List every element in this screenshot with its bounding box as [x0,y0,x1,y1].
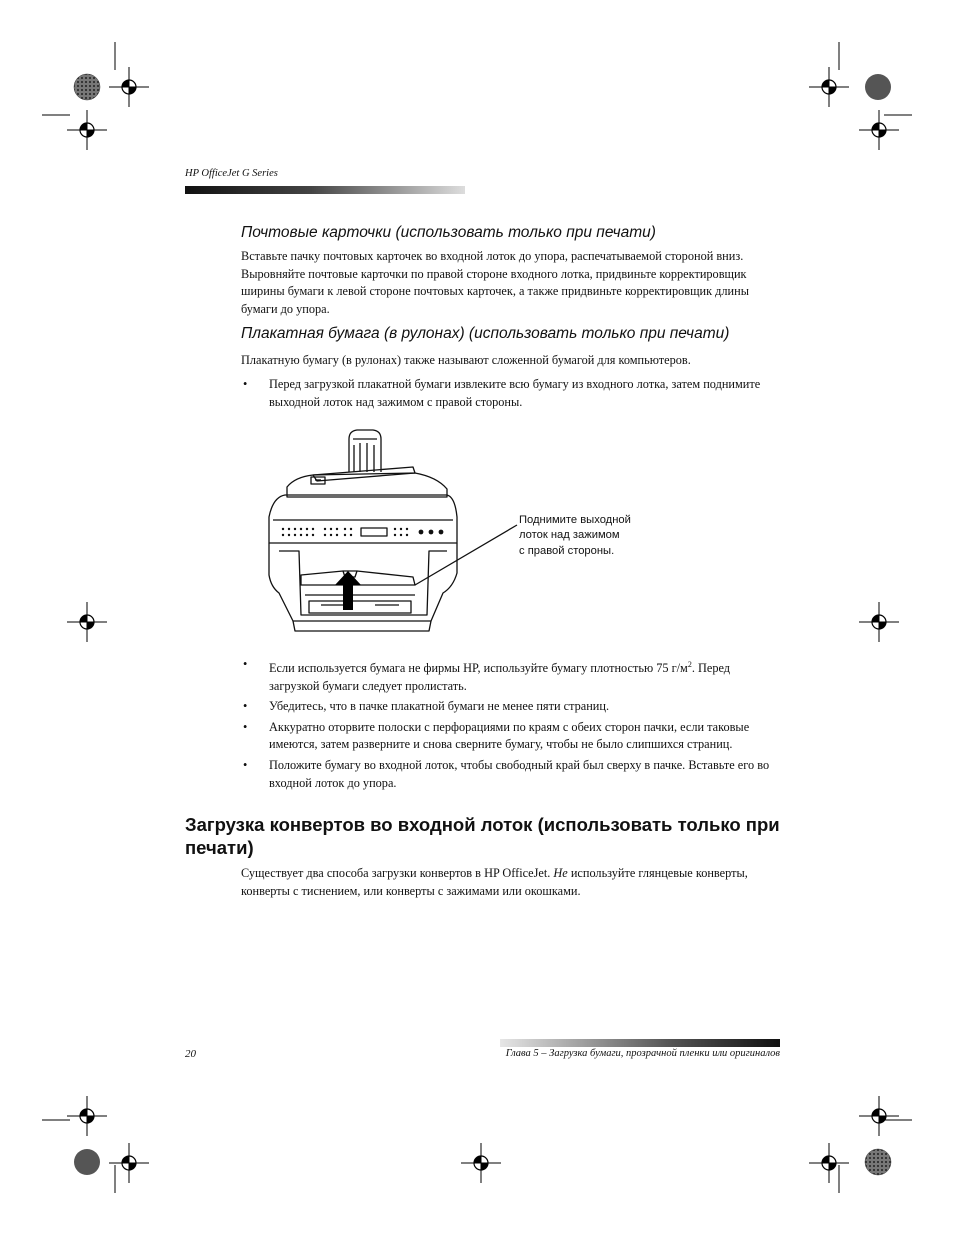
postcards-paragraph: Вставьте пачку почтовых карточек во входной лоток до упора, распечатываемой стороной вниз. Выровняйте почтовые карточки по правой стороне входного лотка, придвиньте корректировщик ширины бумаги к левой стороне почтовых карточек, а также придвиньте корректировщик длины бумаги до упора. [241,249,749,316]
list-item: • Положите бумагу во входной лоток, чтобы свободный край был сверху в пачке. Вставьте его во входной лоток до упора. [241,757,783,792]
callout-line: лоток над зажимом [519,529,620,542]
list-item: • Если используется бумага не фирмы HP, используйте бумагу плотностью 75 $г/м^2$. Перед загрузкой бумаги следует пролистать. [241,656,783,695]
envelopes-paragraph: Существует два способа загрузки конвертов в HP OfficeJet. Не используйте глянцевые конверты, конверты с тиснением, или конверты с зажимами или окошками. [241,866,748,898]
banner-paper-paragraph: Плакатную бумагу (в рулонах) также называют сложенной бумагой для компьютеров. [241,353,691,367]
list-item: • Аккуратно оторвите полоски с перфорациями по краям с обеих сторон пачки, если таковые имеются, затем разверните и снова сверните бумагу, чтобы не было слипшихся страниц. [241,719,783,754]
callout-line: Поднимите выходной [519,514,631,526]
callout-line: с правой стороны. [519,544,615,557]
envelopes-heading: Загрузка конвертов во входной лоток (использовать только при печати) [185,814,780,858]
running-header: HP OfficeJet G Series [185,168,278,179]
chapter-title: Глава 5 – Загрузка бумаги, прозрачной пленки или оригиналов [505,1048,780,1059]
list-item: • Перед загрузкой плакатной бумаги извлеките всю бумагу из входного лотка, затем поднимите выходной лоток над зажимом с правой стороны. [241,376,783,411]
postcards-heading: Почтовые карточки (использовать только при печати) [241,224,656,241]
banner-paper-heading: Плакатная бумага (в рулонах) (использовать только при печати) [241,325,730,342]
list-item: • Убедитесь, что в пачке плакатной бумаги не менее пяти страниц. [241,698,783,716]
page-number: 20 [185,1048,196,1060]
